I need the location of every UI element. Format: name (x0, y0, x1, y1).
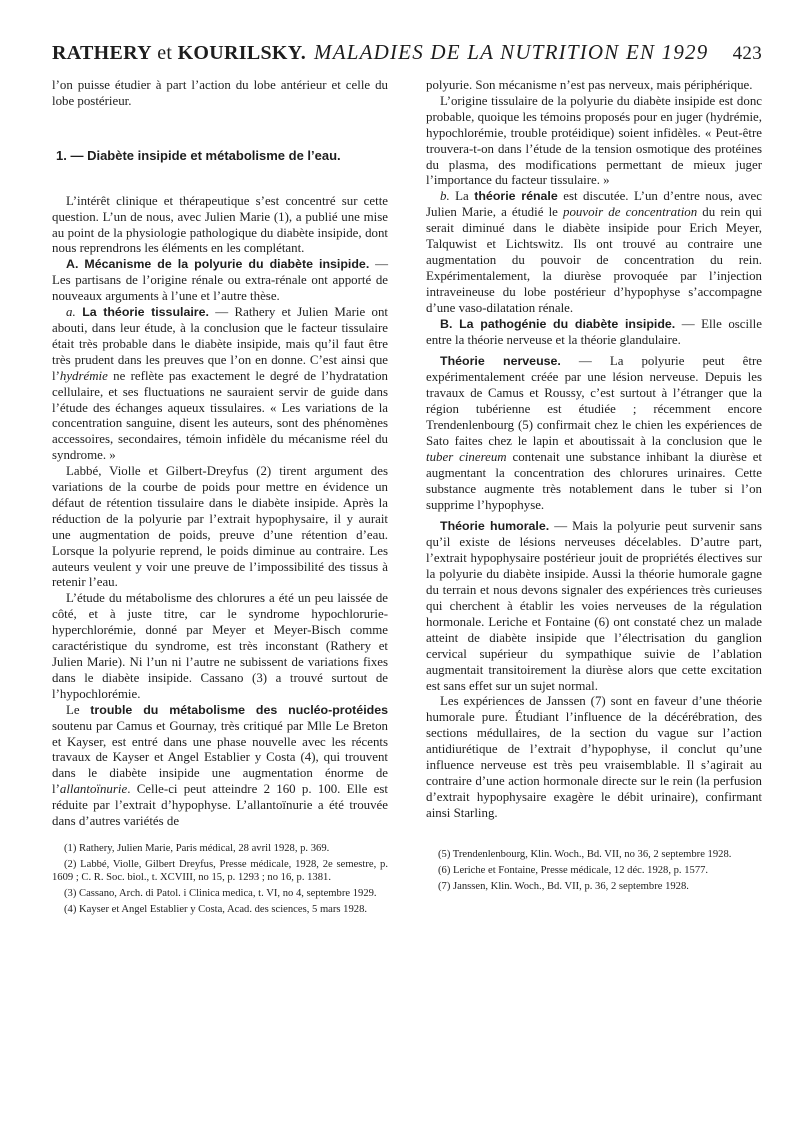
running-head (52, 40, 762, 65)
footnote: (1) Rathery, Julien Marie, Paris médical, 28 avril 1928, p. 369. (64, 842, 330, 854)
text-columns (52, 78, 762, 919)
paragraph: Les expériences de Janssen (7) sont en faveur d’une théorie humorale pure. Étudiant l’influence de la décérébration, des sections médullaires, de la section du vague sur l’action antidiurétique de l’extrait d’hypophyse, il conclut qu’une influence nerveuse est très peu vraisemblable. Il s’agirait au contraire d’une action hormonale directe sur le rein (la perfusion d’extrait hypophysaire exagère le débit urinaire), confirmant ainsi Starling. (426, 694, 762, 820)
paragraph: Théorie humorale. — Mais la polyurie peut survenir sans qu’il existe de lésions nerveuses décelables. D’autre part, l’extrait hypophysaire postérieur jouit de propriétés électives sur la polyurie du diabète insipide. Aussi la théorie humorale gagne du terrain et nous devons signaler des expériences très curieuses qui cherchent à établir les voies nerveuses de la régulation hormonale. Leriche et Fontaine (6) ont constaté chez un malade atteint de diabète insipide que l’électrisation du ganglion cervical supérieur du sympathique suivie de l’ablation augmentait transitoirement la diurèse alors que cette excitation est sans effet sur un sujet normal. (426, 519, 762, 693)
paragraph: Labbé, Violle et Gilbert-Dreyfus (2) tirent argument des variations de la courbe de poids pour mettre en évidence un défaut de rétention tissulaire dans le diabète insipide. Après la réduction de la polyurie par l’extrait hypophysaire, il y aurait une augmentation de poids, preuve d’une rétention d’eau. Lorsque la polyurie reprend, le poids diminue au contraire. Les auteurs veulent y voir une preuve de l’impossibilité des tissus à retenir l’eau. (52, 464, 388, 590)
footnote: (6) Leriche et Fontaine, Presse médicale, 12 déc. 1928, p. 1577. (438, 864, 709, 876)
paragraph: B. La pathogénie du diabète insipide. — Elle oscille entre la théorie nerveuse et la théorie glandulaire. (426, 316, 762, 347)
footnote: (2) Labbé, Violle, Gilbert Dreyfus, Presse médicale, 1928, 2e semestre, p. 1609 ; C. R. Soc. biol., t. XCVIII, no 15, p. 1293 ; no 16, p. 1381. (52, 858, 388, 883)
paragraph: a. La théorie tissulaire. — Rathery et Julien Marie ont abouti, dans leur étude, à la conclusion que le facteur tissulaire était très probable dans le diabète insipide, mais qu’il faut être très prudent dans les preuves que l’on en donne. C’est ainsi que l’hydrémie ne reflète pas exactement le degré de l’hydratation cellulaire, et ses fluctuations ne sauraient servir de guide dans l’étude des échanges aqueux tissulaires. « Les variations de la concentration sanguine, disent les auteurs, sont des phénomènes accessoires, secondaires, témoin infidèle du mécanisme réel du syndrome. » (52, 305, 388, 463)
footnote: (5) Trendenlenbourg, Klin. Woch., Bd. VII, no 36, 2 septembre 1928. (438, 848, 732, 860)
footnote: (4) Kayser et Angel Establier y Costa, Acad. des sciences, 5 mars 1928. (64, 903, 368, 915)
subsection-heading: A. Mécanisme de la polyurie du diabète insipide. (66, 257, 370, 272)
paragraph: l’on puisse étudier à part l’action du lobe antérieur et celle du lobe postérieur. (52, 78, 388, 108)
paragraph: Théorie nerveuse. — La polyurie peut être expérimentalement créée par une lésion nerveuse. Depuis les travaux de Camus et Roussy, c’est surtout à l’étranger que la région tubérienne est étudiée ; récemment encore Trendenlenbourg (5) confirmait chez le chien les expériences de Sato faites chez le lapin et aboutissait à la conclusion que le tuber cinereum contenait une substance inhibant la diurèse et augmentant la concentration des chlorures urinaires. Cette substance augmente très notablement dans le tuber si l’on supprime l’hypophyse. (426, 354, 763, 512)
page-number: 423 (732, 43, 762, 64)
footnotes (52, 842, 388, 916)
paragraph: polyurie. Son mécanisme n’est pas nerveux, mais périphérique. (426, 78, 753, 92)
paragraph: A. Mécanisme de la polyurie du diabète insipide. — Les partisans de l’origine rénale ou extra-rénale ont apporté de nouveaux arguments à l’une et l’autre thèse. (52, 257, 388, 304)
subsection-heading: B. La pathogénie du diabète insipide. (440, 316, 676, 331)
paragraph: L’étude du métabolisme des chlorures a été un peu laissée de côté, et à juste titre, car le syndrome hypochlorurie-hyperchlorémie, donné par Meyer et Meyer-Bisch comme caractéristique du syndrome, est très inconstant (Rathery et Julien Marie). Ni l’un ni l’autre ne subissent de variations fixes dans le diabète insipide. Cassano (3) a trouvé surtout de l’hypochlorémie. (52, 591, 388, 701)
subsection-heading: Théorie humorale. (440, 519, 550, 534)
header-authors: RATHERY et KOURILSKY. (52, 42, 306, 64)
subsection-heading: La théorie tissulaire. (75, 305, 209, 320)
header-title: MALADIES DE LA NUTRITION EN 1929 (314, 40, 709, 64)
paragraph: b. La théorie rénale est discutée. L’un d’entre nous, avec Julien Marie, a étudié le pouvoir de concentration du rein qui serait diminué dans le diabète insipide pour Erich Meyer, Talquwist et Lichtswitz. Ils ont trouvé au contraire une augmentation du pouvoir de concentration du rein. Expérimentalement, la diurèse provoquée par l’injection intraveineuse du lobe postérieur d’hypophyse s’accompagne d’une vaso-dilatation rénale. (426, 189, 762, 315)
left-column (52, 78, 388, 919)
paragraph: L’intérêt clinique et thérapeutique s’est concentré sur cette question. L’un de nous, avec Julien Marie (1), a publié une mise au point de la physiologie pathologique du diabète insipide, dont nous reprendrons les éléments en les complétant. (52, 193, 388, 256)
footnotes (426, 848, 762, 893)
footnote: (7) Janssen, Klin. Woch., Bd. VII, p. 36, 2 septembre 1928. (438, 880, 689, 892)
paragraph: L’origine tissulaire de la polyurie du diabète insipide est donc probable, quoique les témoins proposés pour en juger (hydrémie, hypochlorémie, trouble protéidique) soient infidèles. « Peut-être trouvera-t-on dans l’étude de la tension osmotique des protéines du plasma, des modifications permettant de mieux juger l’importance du facteur tissulaire. » (426, 93, 762, 188)
subsection-heading: Théorie nerveuse. (440, 354, 561, 369)
section-title: 1. — Diabète insipide et métabolisme de l’eau. (56, 147, 341, 163)
paragraph: Le trouble du métabolisme des nucléo-protéides soutenu par Camus et Gournay, très critiqué par Mlle Le Breton et Kayser, est entré dans une phase nouvelle avec les récents travaux de Kayser et Angel Establier y Costa (4), qui trouvent dans le diabète insipide une augmentation énorme de l’allantoïnurie. Celle-ci peut atteindre 2 160 p. 100. Elle est réduite par l’extrait d’hypophyse. L’allantoïnurie a été trouvée dans d’autres variétés de (52, 702, 388, 829)
footnote: (3) Cassano, Arch. di Patol. i Clinica medica, t. VI, no 4, septembre 1929. (64, 887, 377, 899)
right-column (426, 78, 762, 919)
